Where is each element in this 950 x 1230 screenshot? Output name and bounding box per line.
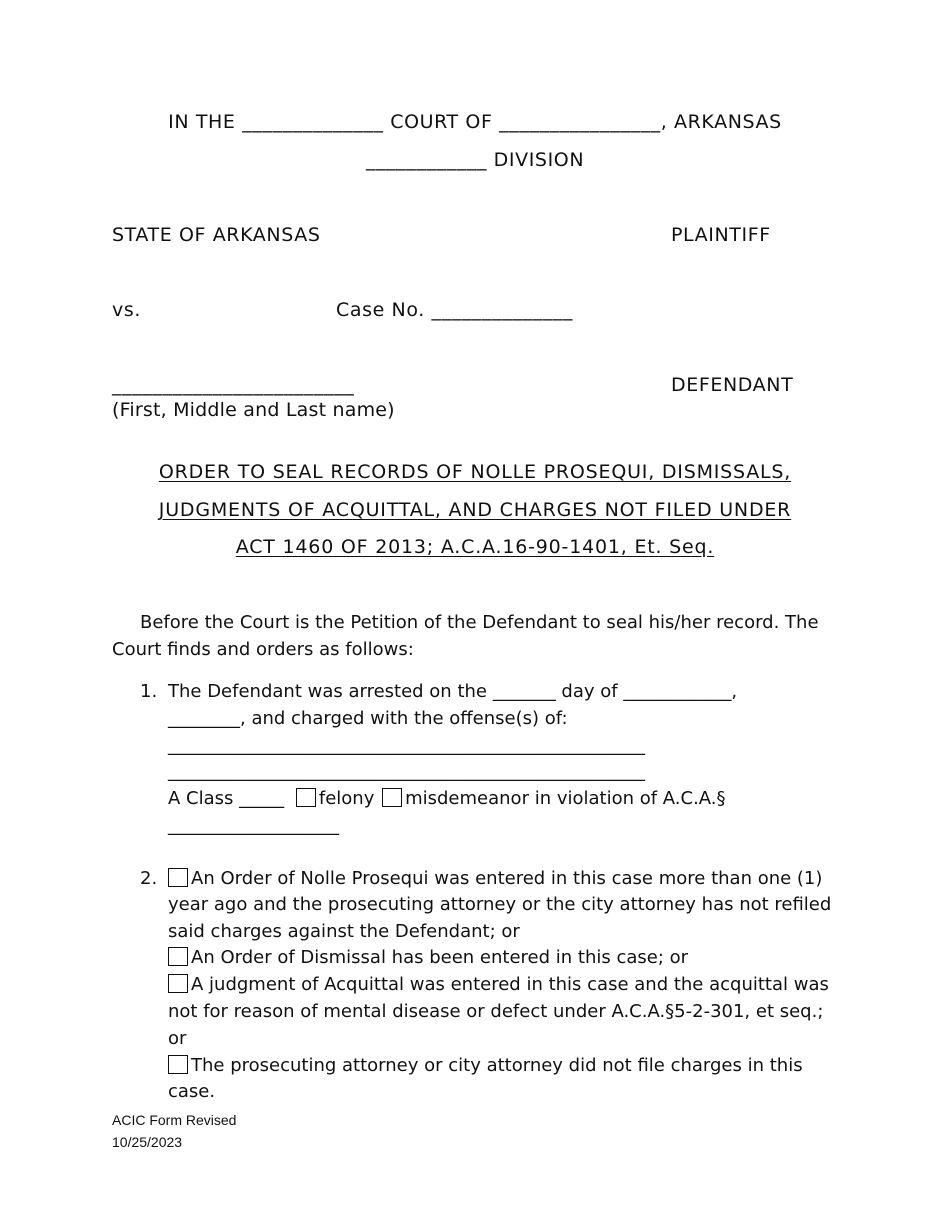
name-hint: (First, Middle and Last name) (112, 399, 395, 421)
felony-label: felony (318, 788, 375, 809)
item1-line2: ________, and charged with the offense(s) of: (168, 708, 568, 729)
misdemeanor-label: misdemeanor in violation of A.C.A.§ (405, 788, 726, 809)
not-filed-line1: The prosecuting attorney or city attorney did not file charges in this (191, 1055, 803, 1076)
class-line (168, 788, 726, 809)
plaintiff-label: PLAINTIFF (671, 224, 771, 246)
vs-label: vs. (112, 299, 141, 321)
dismissal-option (168, 947, 688, 968)
form-revised-date: 10/25/2023 (112, 1134, 183, 1150)
acquittal-line2: not for reason of mental disease or defect under A.C.A.§5-2-301, et seq.; (168, 1001, 824, 1022)
offense-blank-2: _____________________________________________________ (168, 761, 645, 782)
nolle-prosequi-checkbox[interactable] (168, 868, 188, 887)
order-title-line2: JUDGMENTS OF ACQUITTAL, AND CHARGES NOT FILED UNDER (158, 499, 792, 521)
intro-line2: Court finds and orders as follows: (112, 639, 414, 660)
form-revised-label: ACIC Form Revised (112, 1112, 237, 1128)
court-line: IN THE ______________ COURT OF ________________, ARKANSAS (168, 111, 782, 133)
item2-number: 2. (140, 868, 158, 889)
not-filed-option (168, 1055, 803, 1076)
state-label: STATE OF ARKANSAS (112, 224, 321, 246)
dismissal-checkbox[interactable] (168, 947, 188, 966)
acquittal-line1: A judgment of Acquittal was entered in this case and the acquittal was (191, 974, 829, 995)
item1-line1: The Defendant was arrested on the _______ day of ____________, (168, 681, 738, 702)
order-title-line3: ACT 1460 OF 2013; A.C.A.16-90-1401, Et. Seq. (235, 536, 715, 558)
defendant-name-blank: ________________________ (112, 374, 355, 396)
item1-number: 1. (140, 681, 158, 702)
offense-blank-1: _____________________________________________________ (168, 735, 645, 756)
felony-checkbox[interactable] (296, 788, 316, 807)
nolle-prosequi-line3: said charges against the Defendant; or (168, 921, 520, 942)
statute-blank: ___________________ (168, 815, 339, 836)
not-filed-line2: case. (168, 1081, 216, 1102)
defendant-label: DEFENDANT (671, 374, 794, 396)
acquittal-checkbox[interactable] (168, 974, 188, 993)
acquittal-option (168, 974, 829, 995)
acquittal-line3: or (168, 1028, 187, 1049)
order-title-line1: ORDER TO SEAL RECORDS OF NOLLE PROSEQUI, DISMISSALS, (158, 461, 792, 483)
nolle-prosequi-option (168, 868, 822, 889)
dismissal-label: An Order of Dismissal has been entered in this case; or (191, 947, 689, 968)
division-line: ____________ DIVISION (365, 149, 585, 171)
class-text: A Class _____ (168, 788, 285, 809)
not-filed-checkbox[interactable] (168, 1055, 188, 1074)
intro-line1: Before the Court is the Petition of the Defendant to seal his/her record. The (140, 612, 819, 633)
nolle-prosequi-line1: An Order of Nolle Prosequi was entered in this case more than one (1) (191, 868, 823, 889)
nolle-prosequi-line2: year ago and the prosecuting attorney or the city attorney has not refiled (168, 894, 832, 915)
case-number-field: Case No. ______________ (336, 299, 573, 321)
misdemeanor-checkbox[interactable] (382, 788, 402, 807)
